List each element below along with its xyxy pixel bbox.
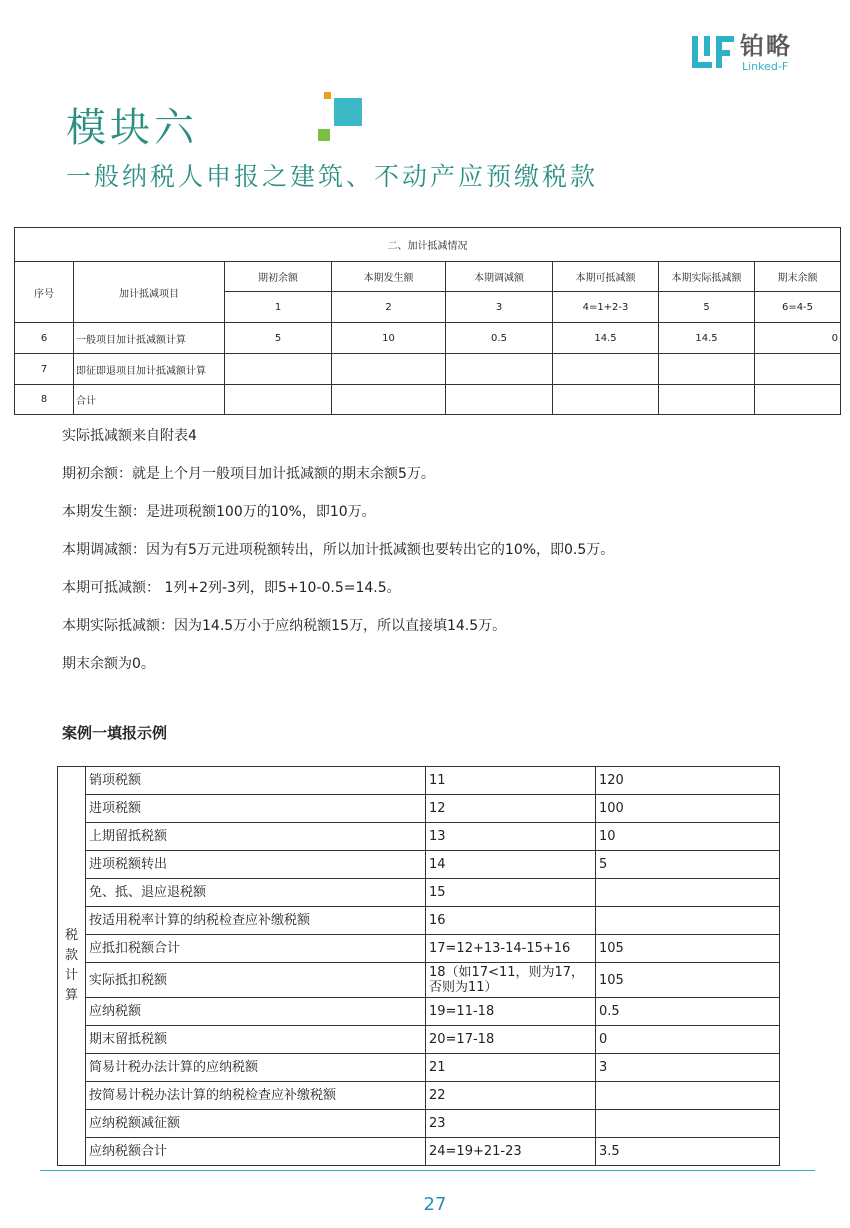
header-col: 本期发生额 <box>332 262 446 292</box>
row-value <box>225 385 332 415</box>
row-item: 应纳税额减征额 <box>86 1110 426 1138</box>
row-code: 14 <box>426 851 596 879</box>
row-value <box>332 385 446 415</box>
note-line: 期初余额：就是上个月一般项目加计抵减额的期末余额5万。 <box>62 466 435 482</box>
row-value <box>553 385 659 415</box>
additional-deduction-table <box>14 227 841 415</box>
table-row <box>58 907 780 935</box>
header-col: 本期调减额 <box>446 262 553 292</box>
row-value: 3.5 <box>596 1138 780 1166</box>
row-value <box>755 385 841 415</box>
table-row <box>58 823 780 851</box>
table-row <box>58 1082 780 1110</box>
table-row <box>58 1138 780 1166</box>
table-row <box>58 935 780 963</box>
header-col: 期初余额 <box>225 262 332 292</box>
row-item: 进项税额转出 <box>86 851 426 879</box>
row-code: 11 <box>426 767 596 795</box>
row-item: 实际抵扣税额 <box>86 963 426 998</box>
note-line: 期末余额为0。 <box>62 656 155 672</box>
row-value: 0.5 <box>596 998 780 1026</box>
table-row <box>58 879 780 907</box>
row-value <box>446 385 553 415</box>
row-value <box>596 1110 780 1138</box>
row-code: 20=17-18 <box>426 1026 596 1054</box>
row-item: 销项税额 <box>86 767 426 795</box>
note-line: 本期调减额：因为有5万元进项税额转出，所以加计抵减额也要转出它的10%，即0.5万。 <box>62 542 615 558</box>
row-value <box>755 354 841 385</box>
note-line: 实际抵减额来自附表4 <box>62 428 197 444</box>
page-number: 27 <box>423 1194 447 1215</box>
table-row <box>58 963 780 998</box>
row-item: 即征即退项目加计抵减额计算 <box>74 354 225 385</box>
row-value <box>332 354 446 385</box>
decor-square-green <box>318 129 330 141</box>
row-item: 上期留抵税额 <box>86 823 426 851</box>
row-no: 8 <box>15 385 74 415</box>
table-row <box>15 354 841 385</box>
row-value: 0 <box>755 323 841 354</box>
row-value <box>659 385 755 415</box>
row-code: 16 <box>426 907 596 935</box>
formula-cell: 3 <box>446 292 553 323</box>
row-value: 14.5 <box>553 323 659 354</box>
row-value <box>596 907 780 935</box>
row-value: 120 <box>596 767 780 795</box>
table-row <box>58 1026 780 1054</box>
table-row <box>58 1054 780 1082</box>
logo-english-name: Linked-F <box>742 60 789 73</box>
row-item: 免、抵、退应退税额 <box>86 879 426 907</box>
decor-square-orange <box>324 92 331 99</box>
row-value: 105 <box>596 935 780 963</box>
header-col: 期末余额 <box>755 262 841 292</box>
note-line: 本期发生额：是进项税额100万的10%，即10万。 <box>62 504 376 520</box>
explanation-notes <box>62 426 822 692</box>
footer-divider <box>40 1170 815 1171</box>
table-row <box>58 1110 780 1138</box>
row-value: 105 <box>596 963 780 998</box>
tax-calculation-table <box>57 766 780 1166</box>
row-item: 应纳税额 <box>86 998 426 1026</box>
formula-cell: 2 <box>332 292 446 323</box>
row-code: 19=11-18 <box>426 998 596 1026</box>
row-value: 10 <box>332 323 446 354</box>
row-code: 17=12+13-14-15+16 <box>426 935 596 963</box>
table-row <box>58 795 780 823</box>
table-row <box>58 767 780 795</box>
row-no: 7 <box>15 354 74 385</box>
row-item: 应抵扣税额合计 <box>86 935 426 963</box>
linkedf-logo-icon <box>692 32 736 72</box>
row-item: 期末留抵税额 <box>86 1026 426 1054</box>
brand-logo <box>692 32 822 74</box>
header-seq: 序号 <box>15 262 74 323</box>
row-code: 23 <box>426 1110 596 1138</box>
table-caption: 二、加计抵减情况 <box>15 228 841 262</box>
case-title: 案例一填报示例 <box>62 724 168 742</box>
row-value: 0 <box>596 1026 780 1054</box>
row-code: 13 <box>426 823 596 851</box>
row-item: 一般项目加计抵减额计算 <box>74 323 225 354</box>
formula-cell: 5 <box>659 292 755 323</box>
row-value: 5 <box>225 323 332 354</box>
module-subtitle: 一般纳税人申报之建筑、不动产应预缴税款 <box>66 162 599 191</box>
formula-cell: 1 <box>225 292 332 323</box>
module-title: 模块六 <box>66 105 198 151</box>
logo-chinese-name: 铂略 <box>740 32 792 60</box>
formula-cell: 4=1+2-3 <box>553 292 659 323</box>
row-value <box>225 354 332 385</box>
row-value <box>596 879 780 907</box>
row-value: 10 <box>596 823 780 851</box>
row-item: 按适用税率计算的纳税检查应补缴税额 <box>86 907 426 935</box>
decor-square-teal <box>334 98 362 126</box>
header-col: 本期可抵减额 <box>553 262 659 292</box>
table-row <box>58 851 780 879</box>
row-code: 21 <box>426 1054 596 1082</box>
note-line: 本期可抵减额： 1列+2列-3列，即5+10-0.5=14.5。 <box>62 580 401 596</box>
row-code: 15 <box>426 879 596 907</box>
row-value <box>596 1082 780 1110</box>
row-code: 22 <box>426 1082 596 1110</box>
row-item: 简易计税办法计算的应纳税额 <box>86 1054 426 1082</box>
row-value: 100 <box>596 795 780 823</box>
row-code: 18（如17<11，则为17，否则为11） <box>426 963 596 998</box>
row-code: 12 <box>426 795 596 823</box>
row-value <box>553 354 659 385</box>
side-label: 税款计算 <box>58 767 86 1166</box>
row-item: 合计 <box>74 385 225 415</box>
row-item: 按简易计税办法计算的纳税检查应补缴税额 <box>86 1082 426 1110</box>
note-line: 本期实际抵减额：因为14.5万小于应纳税额15万，所以直接填14.5万。 <box>62 618 507 634</box>
row-value: 3 <box>596 1054 780 1082</box>
table-row <box>58 998 780 1026</box>
row-no: 6 <box>15 323 74 354</box>
row-value: 5 <box>596 851 780 879</box>
row-code: 24=19+21-23 <box>426 1138 596 1166</box>
row-item: 应纳税额合计 <box>86 1138 426 1166</box>
formula-cell: 6=4-5 <box>755 292 841 323</box>
row-value <box>446 354 553 385</box>
table-row <box>15 385 841 415</box>
header-col: 本期实际抵减额 <box>659 262 755 292</box>
header-item: 加计抵减项目 <box>74 262 225 323</box>
row-value: 14.5 <box>659 323 755 354</box>
table-row <box>15 323 841 354</box>
row-item: 进项税额 <box>86 795 426 823</box>
row-value: 0.5 <box>446 323 553 354</box>
row-value <box>659 354 755 385</box>
